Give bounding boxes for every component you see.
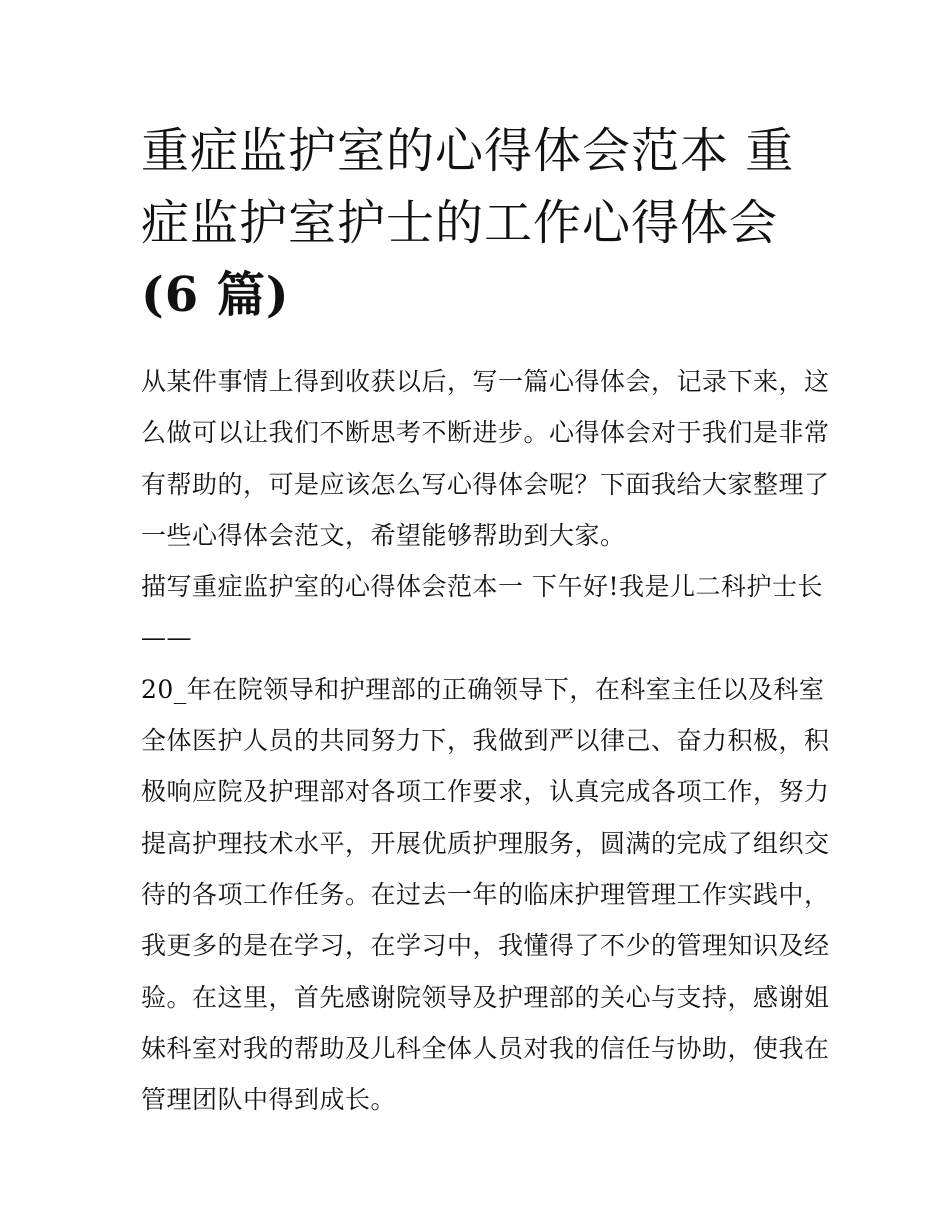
- body-line: 妹科室对我的帮助及儿科全体人员对我的信任与协助，使我在: [141, 1033, 830, 1063]
- body-line: 验。在这里，首先感谢院领导及护理部的关心与支持，感谢姐: [141, 982, 830, 1012]
- body-line: 管理团队中得到成长。: [141, 1085, 397, 1115]
- body-text: [141, 356, 830, 1125]
- body-line: ——: [141, 623, 192, 653]
- body-line: 全体医护人员的共同努力下，我做到严以律己、奋力积极，积: [141, 726, 830, 756]
- body-line: 提高护理技术水平，开展优质护理服务，圆满的完成了组织交: [141, 828, 830, 858]
- body-line: 一些心得体会范文，希望能够帮助到大家。: [141, 520, 626, 550]
- body-line: 描写重症监护室的心得体会范本一 下午好!我是儿二科护士长: [141, 572, 823, 602]
- title-line: 症监护室护士的工作心得体会: [141, 195, 779, 251]
- body-line: 我更多的是在学习，在学习中，我懂得了不少的管理知识及经: [141, 931, 830, 961]
- body-line: 待的各项工作任务。在过去一年的临床护理管理工作实践中，: [141, 879, 830, 909]
- body-line: 从某件事情上得到收获以后，写一篇心得体会，记录下来，这: [141, 367, 830, 396]
- body-line: 极响应院及护理部对各项工作要求，认真完成各项工作，努力: [141, 777, 830, 807]
- body-line: 20_年在院领导和护理部的正确领导下，在科室主任以及科室: [141, 674, 825, 704]
- body-line: 么做可以让我们不断思考不断进步。心得体会对于我们是非常: [141, 418, 830, 448]
- document-title: [141, 115, 821, 331]
- title-line: (6 篇): [141, 267, 290, 323]
- body-line: 有帮助的，可是应该怎么写心得体会呢？下面我给大家整理了: [141, 469, 830, 499]
- title-line: 重症监护室的心得体会范本 重: [141, 123, 795, 179]
